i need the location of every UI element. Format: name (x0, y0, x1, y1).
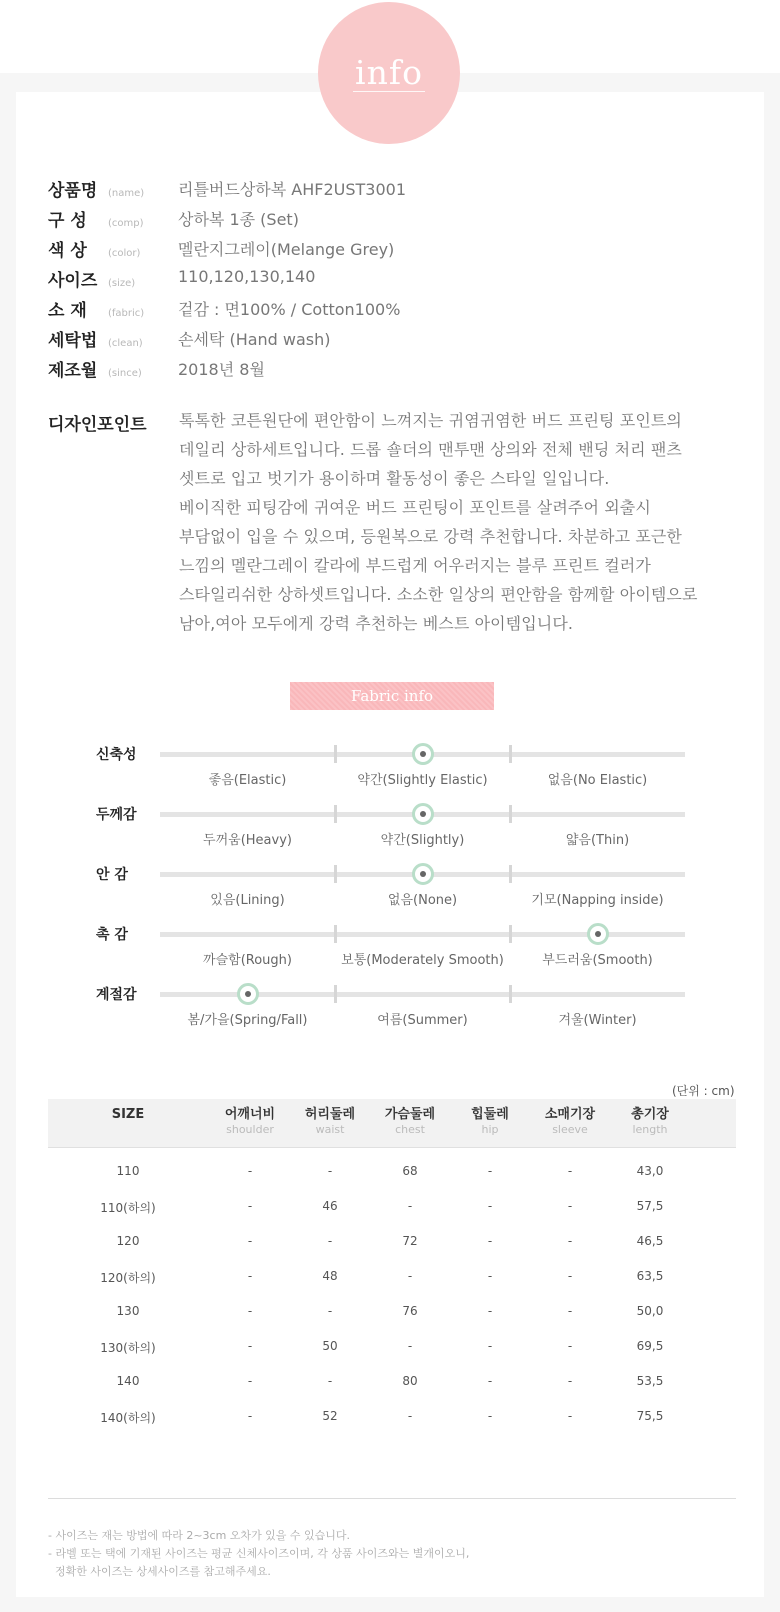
info-sub-label: (fabric) (108, 308, 145, 319)
table-cell: 120(하의) (100, 1271, 156, 1285)
table-cell: - (247, 1164, 253, 1178)
fabric-option-label: 약간(Slightly) (380, 833, 465, 848)
design-point-line: 스타일리쉬한 상하셋트입니다. 소소한 일상의 편안함을 함께할 아이템으로 (179, 585, 698, 604)
info-value: 2018년 8월 (178, 360, 265, 379)
info-value: 110,120,130,140 (178, 267, 316, 286)
info-row (48, 206, 299, 234)
table-cell: - (407, 1339, 413, 1353)
design-point-line: 남아,여아 모두에게 강력 추천하는 베스트 아이템입니다. (179, 614, 574, 633)
info-row (48, 266, 316, 294)
fabric-scale-divider (334, 745, 337, 763)
table-cell: 46 (322, 1199, 338, 1213)
fabric-option-label: 좋음(Elastic) (208, 773, 287, 788)
size-table-column-header (600, 1107, 700, 1137)
size-table-header (48, 1099, 736, 1148)
fabric-option-label: 두꺼움(Heavy) (203, 833, 292, 848)
table-cell: - (567, 1164, 573, 1178)
fabric-attribute-label: 안 감 (96, 867, 128, 883)
table-cell: - (487, 1304, 493, 1318)
fabric-info-title-text: Fabric info (350, 687, 434, 705)
column-header-sublabel: hip (481, 1123, 499, 1136)
column-header-sublabel: length (632, 1123, 668, 1136)
fabric-option-label: 얇음(Thin) (565, 833, 630, 848)
fabric-attribute-label: 촉 감 (96, 927, 128, 943)
info-sub-label: (comp) (108, 218, 144, 229)
table-cell: 80 (402, 1374, 418, 1388)
fabric-option-label: 약간(Slightly Elastic) (357, 773, 488, 788)
info-value: 리틀버드상하복 AHF2UST3001 (178, 180, 406, 199)
column-header-sublabel: sleeve (552, 1123, 588, 1136)
table-cell: - (327, 1234, 333, 1248)
table-cell: - (487, 1234, 493, 1248)
fabric-option-label: 겨울(Winter) (558, 1013, 637, 1028)
fabric-scale-divider (509, 745, 512, 763)
table-cell: 53,5 (636, 1374, 664, 1388)
table-cell: 76 (402, 1304, 418, 1318)
design-point-line: 셋트로 입고 벗기가 용이하며 활동성이 좋은 스타일 일입니다. (179, 469, 610, 488)
info-value: 멜란지그레이(Melange Grey) (178, 240, 395, 259)
table-cell: 110(하의) (100, 1201, 156, 1215)
table-cell: 130 (116, 1304, 140, 1318)
info-label: 상품명 (48, 181, 98, 201)
table-cell: - (247, 1199, 253, 1213)
table-cell: - (487, 1269, 493, 1283)
column-header-label: 허리둘레 (304, 1107, 356, 1122)
info-row (48, 236, 395, 264)
design-point-line: 데일리 상하세트입니다. 드롭 숄더의 맨투맨 상의와 전체 밴딩 처리 팬츠 (179, 440, 682, 459)
table-cell: - (247, 1269, 253, 1283)
size-unit-label: (단위 : cm) (672, 1084, 735, 1098)
fabric-scale-divider (334, 985, 337, 1003)
fabric-selected-marker (412, 743, 434, 765)
column-header-label: 어깨너비 (224, 1107, 276, 1122)
column-header-label: 가슴둘레 (384, 1107, 436, 1122)
column-header-sublabel: shoulder (226, 1123, 274, 1136)
table-cell: 69,5 (636, 1339, 664, 1353)
info-row (48, 176, 406, 204)
info-label: 세탁법 (48, 331, 98, 351)
info-sub-label: (color) (108, 248, 141, 259)
fabric-option-label: 까슬함(Rough) (203, 953, 292, 968)
divider (48, 1498, 736, 1499)
table-cell: - (567, 1409, 573, 1423)
fabric-option-label: 보통(Moderately Smooth) (341, 953, 504, 968)
info-row (48, 326, 331, 354)
info-label: 색 상 (48, 241, 87, 261)
fabric-selected-marker (412, 803, 434, 825)
fabric-info-title (290, 682, 494, 710)
table-cell: - (487, 1199, 493, 1213)
info-label: 소 재 (48, 301, 87, 321)
info-label: 구 성 (48, 211, 87, 231)
table-cell: - (247, 1234, 253, 1248)
table-cell: - (487, 1164, 493, 1178)
size-table-column-header (78, 1107, 178, 1123)
table-cell: 140(하의) (100, 1411, 156, 1425)
info-value: 상하복 1종 (Set) (178, 210, 299, 229)
table-cell: 57,5 (636, 1199, 664, 1213)
table-cell: - (407, 1199, 413, 1213)
fabric-scale-divider (334, 805, 337, 823)
info-badge (318, 2, 460, 144)
table-cell: - (567, 1269, 573, 1283)
fabric-scale-divider (509, 985, 512, 1003)
table-cell: - (567, 1304, 573, 1318)
fabric-scale-divider (509, 865, 512, 883)
info-row (48, 356, 265, 384)
size-note-line: 정확한 사이즈는 상세사이즈를 참고해주세요. (48, 1565, 271, 1578)
info-value: 손세탁 (Hand wash) (178, 330, 331, 349)
table-cell: - (487, 1339, 493, 1353)
table-cell: - (567, 1234, 573, 1248)
info-value: 겉감 : 면100% / Cotton100% (178, 300, 401, 319)
info-sub-label: (since) (108, 368, 142, 379)
fabric-option-label: 봄/가을(Spring/Fall) (187, 1013, 308, 1028)
info-row (48, 296, 401, 324)
fabric-selected-marker (412, 863, 434, 885)
fabric-option-label: 있음(Lining) (210, 893, 285, 908)
column-header-label: 소매기장 (544, 1107, 596, 1122)
table-cell: - (327, 1304, 333, 1318)
design-point-line: 베이직한 피팅감에 귀여운 버드 프린팅이 포인트를 살려주어 외출시 (179, 498, 651, 517)
info-sub-label: (size) (108, 278, 136, 289)
table-cell: 140 (116, 1374, 140, 1388)
fabric-selected-marker (587, 923, 609, 945)
fabric-option-label: 기모(Napping inside) (531, 893, 664, 908)
table-cell: 63,5 (636, 1269, 664, 1283)
table-cell: - (487, 1409, 493, 1423)
fabric-selected-marker (237, 983, 259, 1005)
column-header-label: 총기장 (631, 1107, 669, 1122)
table-cell: 110 (116, 1164, 140, 1178)
table-cell: - (247, 1304, 253, 1318)
table-cell: 120 (116, 1234, 140, 1248)
fabric-scale-divider (334, 925, 337, 943)
design-point-line: 부담없이 입을 수 있으며, 등원복으로 강력 추천합니다. 차분하고 포근한 (179, 527, 682, 546)
column-header-sublabel: chest (395, 1123, 425, 1136)
fabric-scale-divider (509, 805, 512, 823)
design-point-line: 느낌의 멜란그레이 칼라에 부드럽게 어우러지는 블루 프린트 컬러가 (179, 556, 651, 575)
fabric-attribute-label: 두께감 (96, 807, 137, 823)
column-header-label: SIZE (111, 1107, 145, 1122)
table-cell: - (247, 1409, 253, 1423)
column-header-label: 힙둘레 (471, 1107, 509, 1122)
fabric-scale-divider (509, 925, 512, 943)
size-note-line: - 라벨 또는 택에 기재된 사이즈는 평균 신체사이즈이며, 각 상품 사이즈와는 별개이오니, (48, 1547, 470, 1560)
info-label: 제조월 (48, 361, 98, 381)
table-cell: - (567, 1339, 573, 1353)
table-cell: 52 (322, 1409, 338, 1423)
fabric-option-label: 여름(Summer) (377, 1013, 468, 1028)
fabric-attribute-label: 계절감 (96, 987, 137, 1003)
fabric-option-label: 없음(No Elastic) (547, 773, 648, 788)
table-cell: 130(하의) (100, 1341, 156, 1355)
table-cell: - (487, 1374, 493, 1388)
table-cell: - (247, 1374, 253, 1388)
table-cell: 72 (402, 1234, 418, 1248)
info-sub-label: (clean) (108, 338, 143, 349)
column-header-sublabel: waist (315, 1123, 345, 1136)
design-point-label: 디자인포인트 (48, 415, 147, 435)
info-badge-text: info (355, 52, 423, 92)
table-cell: 50 (322, 1339, 338, 1353)
fabric-attribute-label: 신축성 (96, 747, 137, 763)
table-cell: 75,5 (636, 1409, 664, 1423)
size-note-line: - 사이즈는 재는 방법에 따라 2~3cm 오차가 있을 수 있습니다. (48, 1529, 351, 1542)
table-cell: 46,5 (636, 1234, 664, 1248)
info-sub-label: (name) (108, 188, 145, 199)
table-cell: - (567, 1374, 573, 1388)
fabric-option-label: 부드러움(Smooth) (542, 953, 653, 968)
table-cell: - (327, 1374, 333, 1388)
fabric-scale-divider (334, 865, 337, 883)
design-point-line: 톡톡한 코튼원단에 편안함이 느껴지는 귀염귀염한 버드 프린팅 포인트의 (179, 411, 682, 430)
info-label: 사이즈 (48, 271, 98, 291)
table-cell: 68 (402, 1164, 418, 1178)
table-cell: - (407, 1269, 413, 1283)
fabric-option-label: 없음(None) (387, 893, 458, 908)
table-cell: - (407, 1409, 413, 1423)
table-cell: - (567, 1199, 573, 1213)
table-cell: 50,0 (636, 1304, 664, 1318)
table-cell: - (327, 1164, 333, 1178)
table-cell: 48 (322, 1269, 338, 1283)
table-cell: 43,0 (636, 1164, 664, 1178)
table-cell: - (247, 1339, 253, 1353)
